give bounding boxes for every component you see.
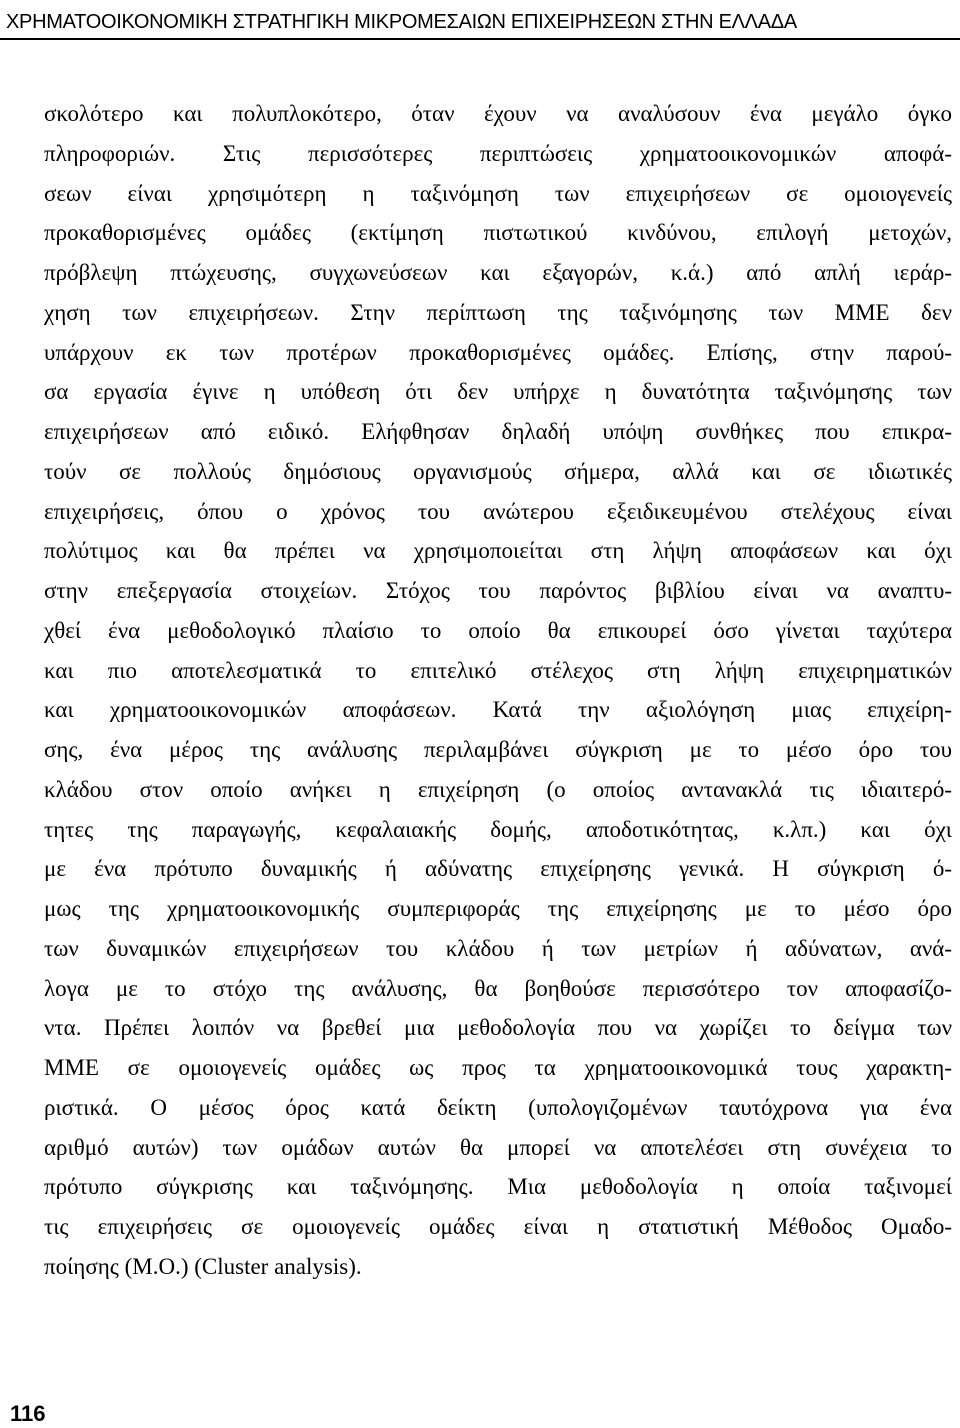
text-line: σεων είναι χρησιμότερη η ταξινόμηση των επιχειρήσεων σε ομοιογενείς (44, 180, 952, 206)
text-line: ποίησης (Μ.Ο.) (Cluster analysis). (44, 1253, 362, 1279)
text-line: των δυναμικών επιχειρήσεων του κλάδου ή των μετρίων ή αδύνατων, ανά- (44, 935, 952, 961)
text-line: σκολότερο και πολυπλοκότερο, όταν έχουν να αναλύσουν ένα μεγάλο όγκο (44, 101, 952, 126)
text-line: τις επιχειρήσεις σε ομοιογενείς ομάδες είναι η στατιστική Μέθοδος Ομαδο- (44, 1214, 952, 1239)
text-line: μως της χρηματοοικονομικής συμπεριφοράς της επιχείρησης με το μέσο όρο (44, 896, 952, 921)
text-line: ριστικά. Ο μέσος όρος κατά δείκτη (υπολογιζομένων ταυτόχρονα για ένα (44, 1094, 952, 1120)
body-paragraph (44, 94, 952, 1287)
header-rule (0, 38, 960, 40)
text-line: ντα. Πρέπει λοιπόν να βρεθεί μια μεθοδολογία που να χωρίζει το δείγμα των (44, 1015, 952, 1041)
running-header: ΧΡΗΜΑΤΟΟΙΚΟΝΟΜΙΚΗ ΣΤΡΑΤΗΓΙΚΗ ΜΙΚΡΟΜΕΣΑΙΩΝ ΕΠΙΧΕΙΡΗΣΕΩΝ ΣΤΗΝ ΕΛΛΑΔΑ (6, 11, 797, 33)
text-line: επιχειρήσεων από ειδικό. Ελήφθησαν δηλαδή υπόψη συνθήκες που επικρα- (44, 419, 952, 444)
text-line: λογα με το στόχο της ανάλυσης, θα βοηθούσε περισσότερο τον αποφασίζο- (44, 975, 952, 1001)
text-line: χηση των επιχειρήσεων. Στην περίπτωση της ταξινόμησης των ΜΜΕ δεν (44, 299, 952, 325)
text-line: στην επεξεργασία στοιχείων. Στόχος του παρόντος βιβλίου είναι να αναπτυ- (44, 578, 952, 603)
text-line: ΜΜΕ σε ομοιογενείς ομάδες ως προς τα χρηματοοικονομικά τους χαρακτη- (44, 1055, 952, 1080)
text-line: και χρηματοοικονομικών αποφάσεων. Κατά την αξιολόγηση μιας επιχείρη- (44, 697, 952, 723)
text-line: πρόβλεψη πτώχευσης, συγχωνεύσεων και εξαγορών, κ.ά.) από απλή ιεράρ- (44, 260, 952, 285)
text-line: με ένα πρότυπο δυναμικής ή αδύνατης επιχείρησης γενικά. Η σύγκριση ό- (44, 856, 952, 882)
text-line: αριθμό αυτών) των ομάδων αυτών θα μπορεί να αποτελέσει στη συνέχεια το (44, 1134, 952, 1160)
text-line: πληροφοριών. Στις περισσότερες περιπτώσεις χρηματοοικονομικών αποφά- (44, 140, 952, 166)
text-line: προκαθορισμένες ομάδες (εκτίμηση πιστωτικού κινδύνου, επιλογή μετοχών, (44, 220, 952, 246)
text-line: σης, ένα μέρος της ανάλυσης περιλαμβάνει σύγκριση με το μέσο όρο του (44, 737, 952, 762)
text-line: τητες της παραγωγής, κεφαλαιακής δομής, αποδοτικότητας, κ.λπ.) και όχι (44, 816, 952, 842)
text-line: επιχειρήσεις, όπου ο χρόνος του ανώτερου εξειδικευμένου στελέχους είναι (44, 498, 952, 524)
text-line: σα εργασία έγινε η υπόθεση ότι δεν υπήρχε η δυνατότητα ταξινόμησης των (44, 379, 952, 405)
text-line: πολύτιμος και θα πρέπει να χρησιμοποιείται στη λήψη αποφάσεων και όχι (44, 538, 952, 564)
text-line: κλάδου στον οποίο ανήκει η επιχείρηση (ο οποίος αντανακλά τις ιδιαιτερό- (44, 776, 952, 802)
text-line: τούν σε πολλούς δημόσιους οργανισμούς σήμερα, αλλά και σε ιδιωτικές (44, 458, 952, 484)
text-line: και πιο αποτελεσματικά το επιτελικό στέλεχος στη λήψη επιχειρηματικών (44, 657, 952, 683)
text-line: υπάρχουν εκ των προτέρων προκαθορισμένες ομάδες. Επίσης, στην παρού- (44, 339, 952, 365)
text-line: χθεί ένα μεθοδολογικό πλαίσιο το οποίο θα επικουρεί όσο γίνεται ταχύτερα (44, 617, 952, 643)
page-number: 116 (10, 1401, 46, 1426)
text-line: πρότυπο σύγκρισης και ταξινόμησης. Μια μεθοδολογία η οποία ταξινομεί (44, 1174, 952, 1200)
